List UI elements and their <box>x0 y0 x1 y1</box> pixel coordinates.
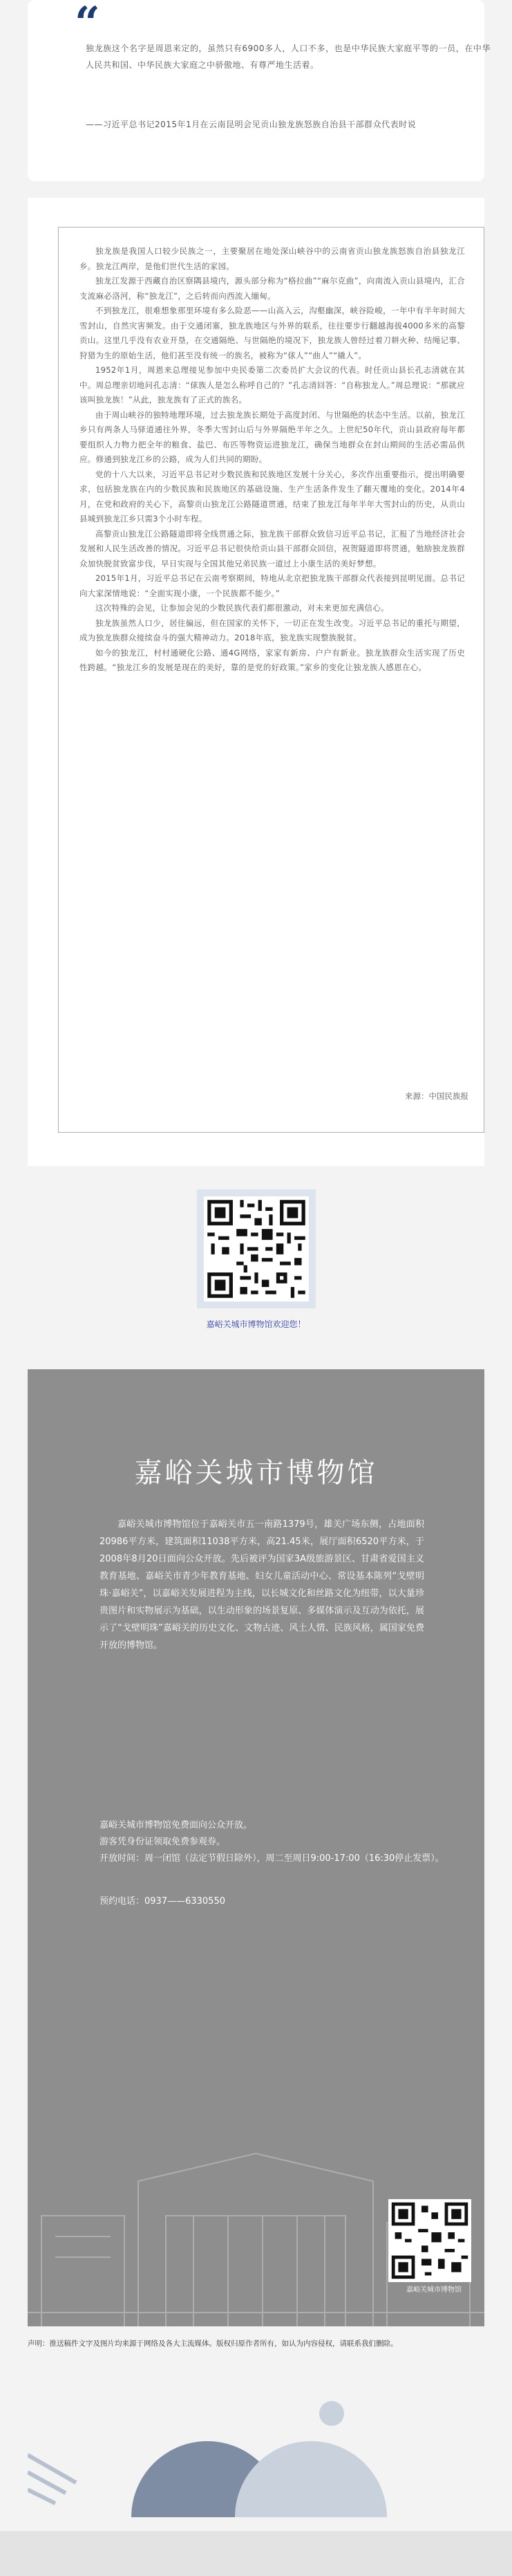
quote-mark-icon: “ <box>75 0 100 49</box>
museum-info-line: 游客凭身份证领取免费参观券。 <box>99 1837 226 1847</box>
disclaimer: 声明：推送稿件文字及图片均来源于网络及各大主流媒体。版权归原作者所有，如认为内容侵权，请联系我们删除。 <box>28 2339 398 2348</box>
article-paragraph: 1952年1月，周恩来总理接见参加中央民委第二次委员扩大会议的代表。时任贡山县长孔志清就在其中。周总理亲切地问孔志清：“俅族人是怎么称呼自己的？”孔志清回答：“自称独龙人。”周总理说：“那就应该叫独龙族！”从此，独龙族有了正式的族名。 <box>79 365 465 405</box>
museum-qr-code-icon <box>388 2199 471 2282</box>
article-paragraph: 不到独龙江，很难想象那里环境有多么险恶——山高入云，沟壑幽深，峡谷险峻，一年中有半年时间大雪封山，自然灾害频发。由于交通闭塞，独龙族地区与外界的联系，往往要步行翻越海拔4000多米的高黎贡山。这里几乎没有农业开垦，在交通隔绝、与世隔绝的境况下，独龙族人曾经过着刀耕火种、结绳记事、狩猎为生的原始生活，他们甚至没有统一的族名，被称为“俅人”“曲人”“撬人”。 <box>79 306 465 360</box>
article-paragraph: 2015年1月，习近平总书记在云南考察期间，特地从北京把独龙族干部群众代表接到昆明见面。总书记向大家深情地说：“全面实现小康，一个民族都不能少。” <box>79 573 465 598</box>
article-paragraph: 如今的独龙江，村村通硬化公路、通4G网络，家家有新房、户户有新业。独龙族群众生活实现了历史性跨越。“独龙江乡的发展是现在的美好，靠的是党的好政策。”家乡的变化让独龙族人感恩在心。 <box>79 647 465 672</box>
museum-description <box>99 1516 424 1654</box>
quote-source: ——习近平总书记2015年1月在云南昆明会见贡山独龙族怒族自治县干部群众代表时说 <box>86 120 417 129</box>
article-paragraph: 高黎贡山独龙江公路隧道即将全线贯通之际，独龙族干部群众致信习近平总书记，汇报了当地经济社会发展和人民生活改善的情况。习近平总书记很快给贡山县干部群众回信，祝贺隧道即将贯通，勉励独龙族群众加快脱贫致富步伐，早日实现与全国其他兄弟民族一道过上小康生活的美好梦想。 <box>79 528 465 568</box>
museum-info <box>99 1817 445 1867</box>
article-card <box>28 198 484 1166</box>
footer-band <box>0 2531 512 2576</box>
article-paragraph: 党的十八大以来，习近平总书记对少数民族和民族地区发展十分关心，多次作出重要指示，提出明确要求，包括独龙族在内的少数民族和民族地区的基础设施、生产生活条件发生了翻天覆地的变化。2014年4月，在党和政府的关心下，高黎贡山独龙江公路隧道贯通，结束了独龙江每年半年大雪封山的历史，从贡山县城到独龙江乡只需3个小时车程。 <box>79 469 465 523</box>
article-paragraph: 独龙江发源于西藏自治区察隅县境内，源头部分称为“格拉曲”“麻尔克曲”，向南流入贡山县境内，汇合支流麻必洛河，称“独龙江”，之后转而向西流入缅甸。 <box>79 276 465 301</box>
museum-info-line: 嘉峪关城市博物馆免费面向公众开放。 <box>99 1820 253 1831</box>
museum-title: 嘉峪关城市博物馆 <box>134 1457 378 1489</box>
museum-info-line: 开放时间：周一闭馆（法定节假日除外），周二至周日9:00-17:00（16:30停止发票）。 <box>99 1853 444 1864</box>
article-paragraph: 由于周山峡谷的独特地理环境，过去独龙族长期处于高度封闭、与世隔绝的状态中生活。以前，独龙江乡只有两条人马驿道通往外界，冬季大雪封山后与外界隔绝半年之久。上世纪50年代，贡山县政府每年都要组织人力物力把全年的粮食、盐巴、布匹等物资运进独龙江，确保当地群众在封山期间的生活必需品供应。修通到独龙江乡的公路，成为人们共同的期盼。 <box>79 409 465 464</box>
decorative-shapes <box>28 2372 484 2517</box>
qr-code-icon <box>204 1196 309 1301</box>
article-paragraph: 独龙族虽然人口少，居住偏远，但在国家的关怀下，一切正在发生改变。习近平总书记的重托与期望，成为独龙族群众接续奋斗的强大精神动力。2018年底，独龙族实现整族脱贫。 <box>79 618 465 642</box>
article-paragraph: 这次特殊的会见，让参加会见的少数民族代表们都很激动，对未来更加充满信心。 <box>95 603 389 613</box>
article-source: 来源：中国民族报 <box>405 1091 468 1101</box>
museum-description-text: 嘉峪关城市博物馆位于嘉峪关市五一南路1379号，雄关广场东侧，占地面积20986平方米，建筑面积11038平方米，高21.45米，展厅面积6520平方米，于2008年8月20日面向公众开放。先后被评为国家3A级旅游景区、甘肃省爱国主义教育基地、嘉峪关市青少年教育基地、妇女儿童活动中心、常设基本陈列“戈壁明珠·嘉峪关”，以嘉峪关发展进程为主线，以长城文化和丝路文化为纽带，以大量珍贵图片和实物展示为基础，以生动形象的场景复原、多媒体演示及互动为依托，展示了“戈壁明珠”嘉峪关的历史文化、文物古迹、风土人情、民族风格，属国家免费开放的博物馆。 <box>99 1519 424 1651</box>
article-paragraph: 独龙族是我国人口较少民族之一，主要聚居在地处深山峡谷中的云南省贡山独龙族怒族自治县独龙江乡。独龙江两岸，是他们世代生活的家园。 <box>79 246 465 271</box>
article-frame <box>58 227 484 1133</box>
museum-panel <box>28 1369 484 2326</box>
qr-code[interactable] <box>204 1196 309 1301</box>
wechat-account-tag: 嘉峪关城市博物馆 <box>406 2286 462 2294</box>
article-body <box>79 244 465 676</box>
museum-phone[interactable]: 预约电话：0937——6330550 <box>99 1896 225 1907</box>
quote-card <box>28 0 491 181</box>
qr-caption: 嘉峪关城市博物馆欢迎您！ <box>206 1319 306 1329</box>
quote-text: 独龙族这个名字是周恩来定的，虽然只有6900多人，人口不多，也是中华民族大家庭平等的一员，在中华人民共和国、中华民族大家庭之中骄傲地、有尊严地生活着。 <box>86 44 491 70</box>
museum-qr-code[interactable] <box>388 2199 471 2282</box>
